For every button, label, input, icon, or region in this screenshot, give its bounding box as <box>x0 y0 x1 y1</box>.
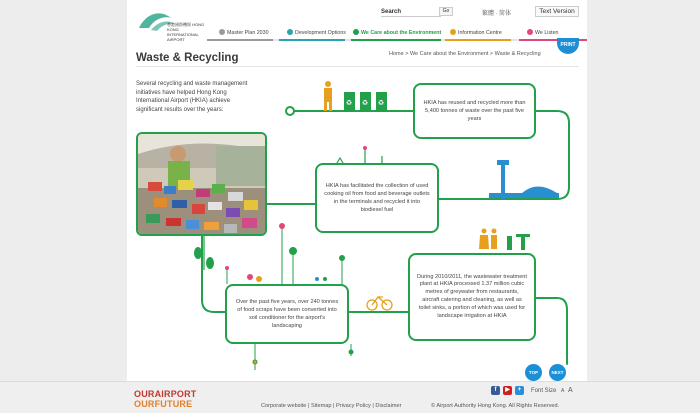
facebook-icon[interactable]: f <box>491 386 500 395</box>
nav-label: Information Centre <box>458 30 502 36</box>
share-icon[interactable]: + <box>515 386 524 395</box>
print-button[interactable]: PRINT <box>557 38 579 54</box>
nav-label: Development Options <box>295 30 346 36</box>
nav-label: We Care about the Environment <box>361 30 442 36</box>
flow-start-dot <box>286 107 294 115</box>
font-size-large-button[interactable]: A <box>568 387 573 394</box>
intro-text: Several recycling and waste management initiatives have helped Hong Kong International Airport (HKIA) achieve significant results over the years: <box>136 81 248 113</box>
flow-box-greywater: During 2010/2011, the wastewater treatment plant at HKIA processed 1.37 million cubic metres of greywater from restaurants, aircraft catering and cleaning, as well as toilet sinks, a portion of which was used for landscape irrigation at HKIA <box>408 253 536 341</box>
youtube-icon[interactable]: ▶ <box>503 386 512 395</box>
flow-box-cooking-oil: HKIA has facilitated the collection of used cooking oil from food and beverage outlets in the terminals and recycled it into biodiesel fuel <box>315 163 439 233</box>
footer-links[interactable]: Corporate website | Sitemap | Privacy Policy | Disclaimer <box>261 403 402 409</box>
search-label: Search <box>381 9 402 15</box>
font-size-control <box>531 387 573 394</box>
top-button[interactable]: TOP <box>525 364 542 381</box>
control-tower-illustration <box>489 160 559 199</box>
logo-text: 香港國際機場 HONG KONG INTERNATIONAL AIRPORT <box>167 22 205 42</box>
page <box>127 0 587 413</box>
svg-text:♻: ♻ <box>361 99 369 107</box>
text-version-button[interactable]: Text Version <box>535 6 579 17</box>
people-illustration <box>479 229 530 251</box>
bicycle-illustration <box>367 297 392 310</box>
page-title: Waste & Recycling <box>136 52 239 64</box>
language-switcher[interactable]: 繁體 ∙ 简体 <box>482 11 512 17</box>
sprouts-illustration <box>253 344 353 370</box>
flowers-illustration <box>337 146 382 163</box>
svg-text:♻: ♻ <box>377 99 385 107</box>
copyright: © Airport Authority Hong Kong. All Rights Reserved. <box>431 403 560 409</box>
next-button[interactable]: NEXT <box>549 364 566 381</box>
brand-line-2: OURFUTURE <box>134 399 193 409</box>
recycle-bins-illustration <box>324 81 387 111</box>
flow-box-waste-recycled: HKIA has reused and recycled more than 5,400 tonnes of waste over the past five years <box>413 83 536 139</box>
flow-box-food-scraps: Over the past five years, over 240 tonnes of food scraps have been converted into soil conditioner for the airport's landscaping <box>225 284 349 344</box>
nav-label: Master Plan 2030 <box>227 30 269 36</box>
font-size-label: Font Size <box>531 388 557 394</box>
search-go-button[interactable]: Go <box>439 7 453 16</box>
nav-label: We Listen <box>535 30 559 36</box>
recycling-photo <box>136 132 267 236</box>
brand-line-1: OURAIRPORT <box>134 389 197 399</box>
font-size-small-button[interactable]: A <box>561 388 565 394</box>
recycling-photo-image <box>138 134 267 236</box>
svg-text:♻: ♻ <box>345 99 353 107</box>
breadcrumb[interactable]: Home > We Care about the Environment > Waste & Recycling <box>389 51 541 57</box>
